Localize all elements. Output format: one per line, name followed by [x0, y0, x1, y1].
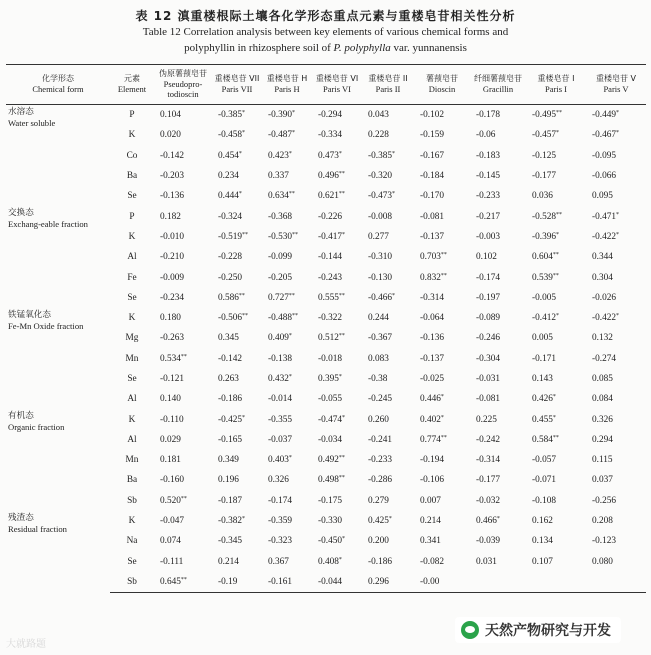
value-cell: 0.214 [420, 516, 441, 527]
value-cell: -0.422* [592, 231, 620, 242]
value-cell: 0.182 [160, 211, 181, 222]
value-cell: 0.162 [532, 516, 553, 527]
element-cell: Fe [127, 272, 137, 283]
value-cell: 0.214 [218, 556, 239, 567]
value-cell: -0.136 [160, 191, 185, 202]
value-cell: -0.161 [262, 572, 312, 593]
value-cell: 0.645** [154, 572, 212, 593]
table-row [6, 206, 646, 226]
value-cell: 0.031 [476, 556, 497, 567]
value-cell: -0.359 [268, 516, 293, 527]
value-cell: -0.136 [420, 333, 445, 344]
value-cell: -0.233 [368, 455, 393, 466]
value-cell: 0.337 [268, 171, 289, 182]
value-cell: 0.454* [218, 150, 242, 161]
value-cell: -0.064 [420, 313, 445, 324]
value-cell: 0.007 [420, 495, 441, 506]
value-cell: -0.125 [532, 150, 557, 161]
value-cell: -0.519** [218, 231, 249, 242]
value-cell: -0.160 [160, 475, 185, 486]
value-cell: -0.057 [532, 455, 557, 466]
watermark-left: 大就路题 [6, 639, 46, 650]
value-cell: -0.106 [420, 475, 445, 486]
value-cell: 0.260 [368, 414, 389, 425]
value-cell: 0.425* [368, 516, 392, 527]
value-cell: 0.294 [592, 434, 613, 445]
value-cell: -0.233 [476, 191, 501, 202]
value-cell [470, 572, 526, 593]
column-header-1: 元素 Element [110, 65, 154, 105]
value-cell: -0.06 [476, 130, 496, 141]
caption-english-line1: Table 12 Correlation analysis between key elements of various chemical forms and [142, 26, 509, 38]
value-cell: -0.334 [318, 130, 343, 141]
value-cell: 0.263 [218, 374, 239, 384]
value-cell: -0.422* [592, 313, 620, 324]
column-header-7: 薯蓣皂苷 Dioscin [414, 65, 470, 105]
element-cell: Al [127, 434, 137, 445]
value-cell: -0.171 [532, 353, 557, 364]
chemical-form-label: 铁锰氧化态 Fe-Mn Oxide fraction [8, 309, 84, 331]
column-header-9: 重楼皂苷 I Paris I [526, 65, 586, 105]
value-cell: 0.426* [532, 394, 556, 405]
value-cell: 0.402* [420, 414, 444, 425]
value-cell: -0.003 [476, 231, 501, 242]
value-cell: -0.014 [268, 394, 293, 405]
element-cell: Mn [125, 455, 139, 466]
value-cell: -0.487* [268, 130, 296, 141]
value-cell: -0.031 [476, 374, 501, 384]
value-cell: -0.320 [368, 171, 393, 182]
value-cell: 0.304 [592, 272, 613, 283]
value-cell: 0.703** [420, 252, 447, 263]
value-cell: -0.026 [592, 292, 617, 303]
value-cell: 0.180 [160, 313, 181, 324]
value-cell: -0.473* [368, 191, 396, 202]
value-cell: -0.304 [476, 353, 501, 364]
element-cell: P [129, 110, 135, 121]
value-cell: -0.471* [592, 211, 620, 222]
value-cell: 0.043 [368, 110, 389, 121]
value-cell: 0.727** [268, 292, 295, 303]
value-cell: -0.449* [592, 110, 620, 121]
value-cell: 0.446* [420, 394, 444, 405]
value-cell: 0.774** [420, 434, 447, 445]
value-cell: -0.082 [420, 556, 445, 567]
element-cell: Na [126, 536, 138, 547]
value-cell: -0.396* [532, 231, 560, 242]
value-cell: 0.344 [592, 252, 613, 263]
element-cell: Se [127, 292, 137, 303]
correlation-table [6, 64, 646, 593]
column-header-10: 重楼皂苷 V Paris V [586, 65, 646, 105]
value-cell: -0.241 [368, 434, 393, 445]
value-cell: 0.432* [268, 374, 292, 384]
value-cell: 0.107 [532, 556, 553, 567]
value-cell: -0.243 [318, 272, 343, 283]
table-row [6, 409, 646, 429]
value-cell: 0.408* [318, 556, 342, 567]
value-cell: -0.170 [420, 191, 445, 202]
value-cell: -0.108 [532, 495, 557, 506]
value-cell: -0.174 [476, 272, 501, 283]
value-cell: -0.089 [476, 313, 501, 324]
value-cell: -0.142 [218, 353, 243, 364]
value-cell: -0.385* [368, 150, 396, 161]
value-cell: -0.466* [368, 292, 396, 303]
value-cell: -0.528** [532, 211, 563, 222]
value-cell: -0.250 [218, 272, 243, 283]
element-cell: Se [127, 191, 137, 202]
element-cell: K [128, 130, 136, 141]
column-header-0: 化学形态 Chemical form [6, 65, 110, 105]
value-cell: 0.225 [476, 414, 497, 425]
value-cell: -0.144 [318, 252, 343, 263]
watermark-text: 天然产物研究与开发 [485, 623, 611, 639]
value-cell: -0.324 [218, 211, 243, 222]
value-cell: -0.474* [318, 414, 346, 425]
value-cell [526, 572, 586, 593]
value-cell: -0.071 [532, 475, 557, 486]
value-cell: 0.326 [268, 475, 289, 486]
value-cell: -0.226 [318, 211, 343, 222]
value-cell: -0.137 [420, 353, 445, 364]
value-cell: -0.390* [268, 110, 296, 121]
value-cell [586, 572, 646, 593]
element-cell: Co [126, 150, 138, 161]
value-cell: -0.263 [160, 333, 185, 344]
column-header-3: 重楼皂苷 VII Paris VII [212, 65, 262, 105]
value-cell: 0.196 [218, 475, 239, 486]
value-cell: -0.177 [476, 475, 501, 486]
value-cell: -0.330 [318, 516, 343, 527]
value-cell: 0.005 [532, 333, 553, 344]
value-cell: 0.084 [592, 394, 613, 405]
value-cell: -0.186 [218, 394, 243, 405]
value-cell: 0.234 [218, 171, 239, 182]
value-cell: -0.495** [532, 110, 563, 121]
element-cell: P [129, 211, 135, 222]
value-cell: -0.19 [212, 572, 262, 593]
column-header-5: 重楼皂苷 VI Paris VI [312, 65, 362, 105]
value-cell: -0.274 [592, 353, 617, 364]
value-cell: -0.066 [592, 171, 617, 182]
value-cell: 0.466* [476, 516, 500, 527]
value-cell: 0.029 [160, 434, 181, 445]
value-cell: -0.385* [218, 110, 246, 121]
value-cell: 0.520** [160, 495, 187, 506]
value-cell: 0.539** [532, 272, 559, 283]
value-cell: -0.194 [420, 455, 445, 466]
value-cell: 0.492** [318, 455, 345, 466]
value-cell: 0.423* [268, 150, 292, 161]
chemical-form-label: 交换态 Exchang-eable fraction [8, 208, 88, 230]
value-cell: -0.412* [532, 313, 560, 324]
value-cell: -0.205 [268, 272, 293, 283]
caption-chinese: 表 12 滇重楼根际土壤各化学形态重点元素与重楼皂苷相关性分析 [135, 9, 516, 23]
value-cell: -0.417* [318, 231, 346, 242]
element-cell: Ba [126, 475, 138, 486]
value-cell: -0.210 [160, 252, 185, 263]
value-cell: -0.111 [160, 556, 184, 567]
value-cell: -0.175 [318, 495, 343, 506]
value-cell: 0.020 [160, 130, 181, 141]
value-cell: -0.322 [318, 313, 343, 324]
value-cell: -0.005 [532, 292, 557, 303]
value-cell: -0.355 [268, 414, 293, 425]
table-row [6, 511, 646, 531]
value-cell: -0.102 [420, 110, 445, 121]
value-cell: -0.310 [368, 252, 393, 263]
value-cell: 0.132 [592, 333, 613, 344]
value-cell: -0.121 [160, 374, 185, 384]
value-cell: 0.279 [368, 495, 389, 506]
watermark-badge [455, 617, 621, 643]
value-cell: 0.244 [368, 313, 389, 324]
value-cell: -0.323 [268, 536, 293, 547]
chemical-form-label: 残渣态 Residual fraction [8, 512, 67, 534]
value-cell: 0.403* [268, 455, 292, 466]
value-cell: 0.345 [218, 333, 239, 344]
caption-english-line2: polyphyllin in rhizosphere soil of P. polyphylla var. yunnanensis [184, 42, 467, 54]
element-cell: K [128, 516, 136, 527]
column-header-6: 重楼皂苷 II Paris II [362, 65, 414, 105]
value-cell: 0.604** [532, 252, 559, 263]
chemical-form-label: 有机态 Organic fraction [8, 411, 65, 433]
value-cell: -0.018 [318, 353, 343, 364]
value-cell: 0.181 [160, 455, 181, 466]
value-cell: -0.123 [592, 536, 617, 547]
value-cell: 0.621** [318, 191, 345, 202]
value-cell: -0.165 [218, 434, 243, 445]
value-cell: -0.382* [218, 516, 246, 527]
value-cell: 0.395* [318, 374, 342, 384]
value-cell: -0.009 [160, 272, 185, 283]
value-cell: -0.137 [420, 231, 445, 242]
value-cell: -0.467* [592, 130, 620, 141]
column-header-4: 重楼皂苷 H Paris H [262, 65, 312, 105]
value-cell: -0.488** [268, 313, 299, 324]
value-cell: -0.034 [318, 434, 343, 445]
value-cell: 0.228 [368, 130, 389, 141]
value-cell: 0.444* [218, 191, 242, 202]
value-cell: -0.159 [420, 130, 445, 141]
value-cell: -0.178 [476, 110, 501, 121]
value-cell: 0.095 [592, 191, 613, 202]
element-cell: K [128, 231, 136, 242]
wechat-logo-icon [461, 621, 479, 639]
value-cell: -0.110 [160, 414, 184, 425]
element-cell: Mn [125, 353, 139, 364]
table-row [6, 308, 646, 328]
element-cell: Mg [125, 333, 139, 344]
value-cell: -0.245 [368, 394, 393, 405]
value-cell: -0.142 [160, 150, 185, 161]
value-cell: 0.208 [592, 516, 613, 527]
value-cell: -0.047 [160, 516, 185, 527]
value-cell: 0.555** [318, 292, 345, 303]
value-cell: -0.530** [268, 231, 299, 242]
element-cell: Se [127, 556, 137, 567]
value-cell: 0.143 [532, 374, 553, 384]
value-cell: -0.450* [318, 536, 346, 547]
value-cell: 0.634** [268, 191, 295, 202]
header-row [6, 65, 646, 105]
value-cell: -0.081 [476, 394, 501, 405]
value-cell: -0.138 [268, 353, 293, 364]
value-cell: 0.080 [592, 556, 613, 567]
value-cell: 0.277 [368, 231, 389, 242]
column-header-8: 纤细薯蓣皂苷 Gracillin [470, 65, 526, 105]
value-cell: 0.036 [532, 191, 553, 202]
value-cell: -0.187 [218, 495, 243, 506]
value-cell: -0.037 [268, 434, 293, 445]
value-cell: -0.039 [476, 536, 501, 547]
value-cell: 0.326 [592, 414, 613, 425]
value-cell: -0.025 [420, 374, 445, 384]
value-cell: -0.367 [368, 333, 393, 344]
value-cell: -0.458* [218, 130, 246, 141]
value-cell: 0.134 [532, 536, 553, 547]
value-cell: -0.368 [268, 211, 293, 222]
value-cell: -0.055 [318, 394, 343, 405]
value-cell: -0.294 [318, 110, 343, 121]
value-cell: -0.314 [476, 455, 501, 466]
table-caption [0, 7, 651, 56]
value-cell: -0.246 [476, 333, 501, 344]
value-cell: 0.455* [532, 414, 556, 425]
value-cell: -0.345 [218, 536, 243, 547]
value-cell: -0.032 [476, 495, 501, 506]
element-cell: Al [127, 394, 137, 405]
value-cell: 0.140 [160, 394, 181, 405]
value-cell: -0.38 [368, 374, 388, 384]
value-cell: 0.586** [218, 292, 245, 303]
value-cell: -0.177 [532, 171, 557, 182]
value-cell: -0.174 [268, 495, 293, 506]
value-cell: 0.296 [362, 572, 414, 593]
value-cell: -0.010 [160, 231, 185, 242]
value-cell: 0.534** [160, 353, 187, 364]
value-cell: -0.008 [368, 211, 393, 222]
value-cell: -0.183 [476, 150, 501, 161]
value-cell: 0.085 [592, 374, 613, 384]
value-cell: -0.228 [218, 252, 243, 263]
value-cell: 0.349 [218, 455, 239, 466]
column-header-2: 伪原薯蓣皂苷 Pseudopro-todioscin [154, 65, 212, 105]
value-cell: -0.186 [368, 556, 393, 567]
value-cell: -0.184 [420, 171, 445, 182]
element-cell: Sb [127, 495, 137, 506]
element-cell: Se [127, 374, 137, 384]
value-cell: -0.099 [268, 252, 293, 263]
value-cell: -0.217 [476, 211, 501, 222]
value-cell: -0.457* [532, 130, 560, 141]
value-cell: -0.00 [414, 572, 470, 593]
value-cell: -0.197 [476, 292, 501, 303]
value-cell: -0.167 [420, 150, 445, 161]
chemical-form-label: 水溶态 Water soluble [8, 107, 56, 128]
value-cell: -0.286 [368, 475, 393, 486]
value-cell: -0.425* [218, 414, 246, 425]
value-cell: -0.256 [592, 495, 617, 506]
value-cell: 0.115 [592, 455, 613, 466]
value-cell: 0.512** [318, 333, 345, 344]
value-cell: 0.496** [318, 171, 345, 182]
element-cell: Al [127, 252, 137, 263]
element-cell: K [128, 414, 136, 425]
value-cell: -0.095 [592, 150, 617, 161]
value-cell: -0.081 [420, 211, 445, 222]
value-cell: -0.242 [476, 434, 501, 445]
value-cell: -0.130 [368, 272, 393, 283]
value-cell: -0.234 [160, 292, 185, 303]
value-cell: -0.506** [218, 313, 249, 324]
value-cell: -0.145 [476, 171, 501, 182]
value-cell: 0.083 [368, 353, 389, 364]
table-row [6, 105, 646, 126]
value-cell: 0.037 [592, 475, 613, 486]
value-cell: 0.498** [318, 475, 345, 486]
value-cell: -0.314 [420, 292, 445, 303]
value-cell: 0.074 [160, 536, 181, 547]
value-cell: -0.203 [160, 171, 185, 182]
value-cell: 0.409* [268, 333, 292, 344]
element-cell: K [128, 313, 136, 324]
value-cell: 0.473* [318, 150, 342, 161]
value-cell: 0.341 [420, 536, 441, 547]
value-cell: 0.102 [476, 252, 497, 263]
value-cell: -0.044 [312, 572, 362, 593]
value-cell: 0.832** [420, 272, 447, 283]
element-cell: Sb [110, 572, 154, 593]
element-cell: Ba [126, 171, 138, 182]
value-cell: 0.200 [368, 536, 389, 547]
value-cell: 0.584** [532, 434, 559, 445]
value-cell: 0.367 [268, 556, 289, 567]
value-cell: 0.104 [160, 110, 181, 121]
